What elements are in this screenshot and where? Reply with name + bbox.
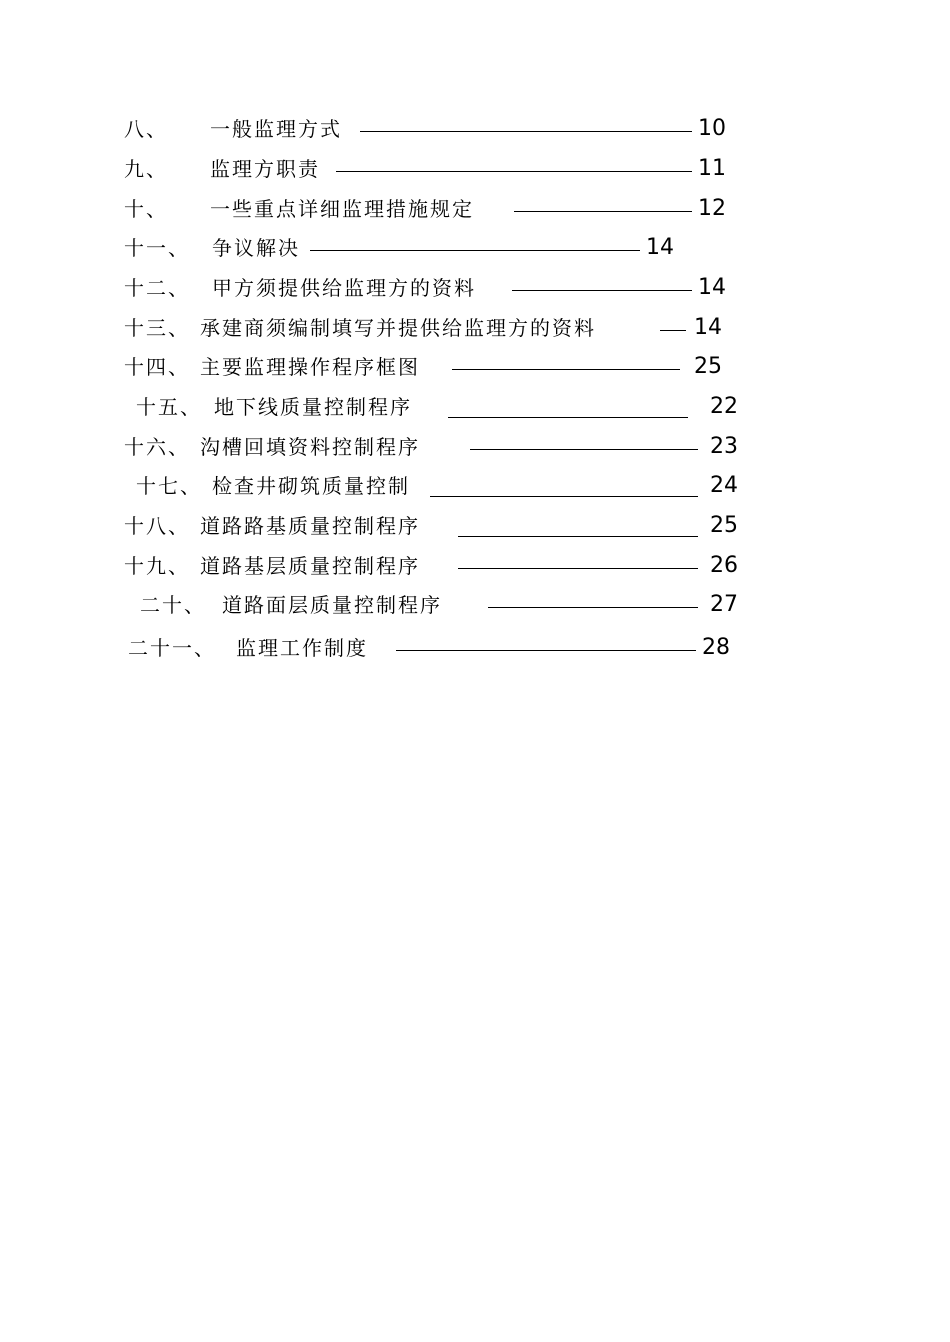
toc-leader-line: [430, 496, 698, 497]
toc-leader-line: [458, 536, 698, 537]
toc-entry[interactable]: [0, 114, 950, 144]
toc-entry-number: 二十一、: [128, 636, 216, 660]
toc-entry[interactable]: [0, 471, 950, 501]
toc-entry[interactable]: [0, 194, 950, 224]
toc-entry-title: 一般监理方式: [210, 117, 342, 141]
toc-entry-title: 甲方须提供给监理方的资料: [212, 276, 476, 300]
toc-entry-title: 监理工作制度: [236, 636, 368, 660]
toc-entry-number: 十九、: [124, 554, 190, 578]
toc-leader-line: [470, 449, 698, 450]
toc-leader-line: [448, 417, 688, 418]
toc-entry-title: 争议解决: [212, 236, 300, 260]
toc-entry-number: 十八、: [124, 514, 190, 538]
toc-entry[interactable]: [0, 233, 950, 263]
toc-entry-number: 十、: [124, 197, 168, 221]
toc-leader-line: [336, 171, 692, 172]
toc-entry-page: 10: [698, 116, 726, 141]
toc-entry-page: 28: [702, 635, 730, 660]
toc-leader-line: [660, 330, 686, 331]
toc-entry-title: 沟槽回填资料控制程序: [200, 435, 420, 459]
toc-entry-title: 道路基层质量控制程序: [200, 554, 420, 578]
toc-entry-number: 十四、: [124, 355, 190, 379]
toc-leader-line: [514, 211, 692, 212]
toc-entry-title: 检查井砌筑质量控制: [212, 474, 410, 498]
toc-entry-title: 道路面层质量控制程序: [222, 593, 442, 617]
toc-entry[interactable]: [0, 551, 950, 581]
toc-entry-number: 十六、: [124, 435, 190, 459]
toc-entry-page: 14: [698, 275, 726, 300]
toc-entry-page: 12: [698, 196, 726, 221]
toc-leader-line: [310, 250, 640, 251]
toc-leader-line: [488, 607, 698, 608]
toc-entry-page: 25: [694, 354, 722, 379]
toc-leader-line: [360, 131, 692, 132]
toc-entry-page: 23: [710, 434, 738, 459]
toc-entry-page: 14: [646, 235, 674, 260]
toc-entry-title: 主要监理操作程序框图: [200, 355, 420, 379]
toc-entry-number: 十七、: [136, 474, 202, 498]
toc-entry-number: 九、: [124, 157, 168, 181]
toc-entry-number: 十三、: [124, 316, 190, 340]
toc-entry[interactable]: [0, 273, 950, 303]
toc-entry-page: 14: [694, 315, 722, 340]
toc-entry[interactable]: [0, 590, 950, 620]
toc-entry[interactable]: [0, 633, 950, 663]
toc-entry-page: 26: [710, 553, 738, 578]
toc-entry[interactable]: [0, 313, 950, 343]
toc-entry-number: 二十、: [140, 593, 206, 617]
toc-entry-number: 十二、: [124, 276, 190, 300]
toc-entry[interactable]: [0, 511, 950, 541]
toc-leader-line: [452, 369, 680, 370]
toc-entry-title: 承建商须编制填写并提供给监理方的资料: [200, 316, 596, 340]
toc-entry-page: 24: [710, 473, 738, 498]
toc-entry-title: 一些重点详细监理措施规定: [210, 197, 474, 221]
toc-entry[interactable]: [0, 154, 950, 184]
toc-entry-number: 八、: [124, 117, 168, 141]
toc-entry-title: 道路路基质量控制程序: [200, 514, 420, 538]
toc-entry-page: 11: [698, 156, 726, 181]
toc-leader-line: [396, 650, 696, 651]
toc-entry-title: 地下线质量控制程序: [214, 395, 412, 419]
toc-leader-line: [458, 568, 698, 569]
toc-entry[interactable]: [0, 352, 950, 382]
toc-entry-page: 27: [710, 592, 738, 617]
toc-entry[interactable]: [0, 432, 950, 462]
toc-entry-page: 22: [710, 394, 738, 419]
toc-entry-page: 25: [710, 513, 738, 538]
toc-entry[interactable]: [0, 392, 950, 422]
toc-entry-title: 监理方职责: [210, 157, 320, 181]
toc-entry-number: 十一、: [124, 236, 190, 260]
toc-leader-line: [512, 290, 692, 291]
toc-entry-number: 十五、: [136, 395, 202, 419]
